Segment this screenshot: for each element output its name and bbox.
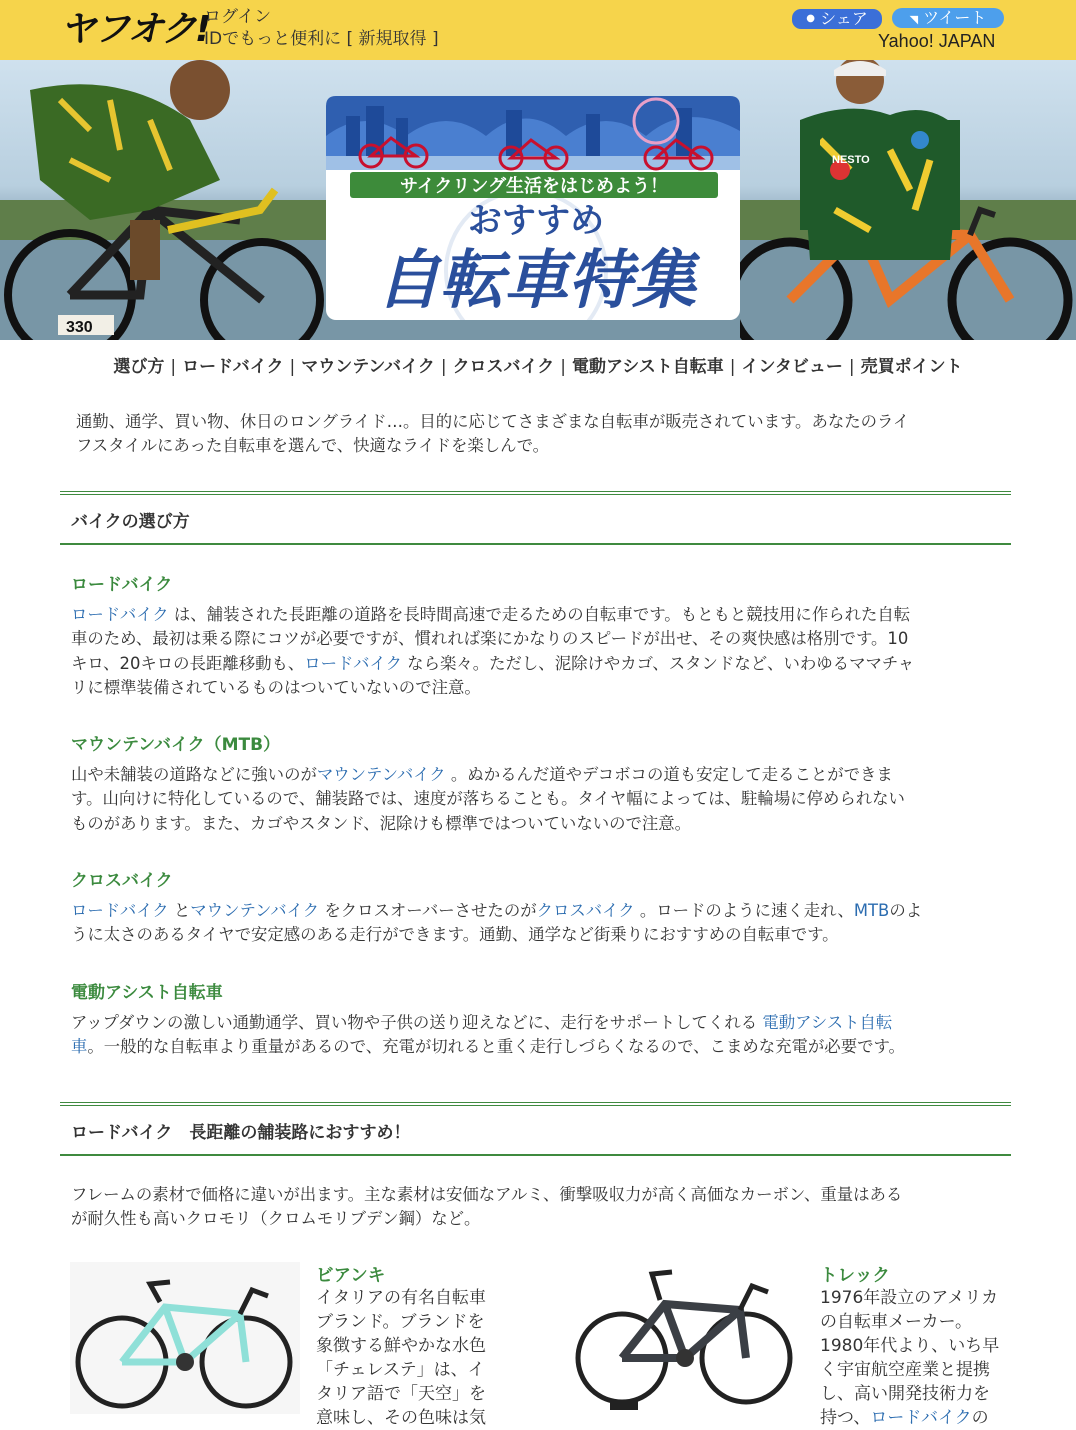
nav-how-to-choose[interactable]: 選び方 [113, 357, 165, 377]
e-assist-link[interactable]: 電動アシスト自転 [762, 1013, 893, 1032]
trek-bike-image[interactable] [570, 1262, 800, 1414]
mountain-bike-link[interactable]: マウンテンバイク [316, 765, 446, 784]
feature-title-badge [326, 96, 740, 320]
road-bike-section-intro: フレームの素材で価格に違いが出ます。主な素材は安価なアルミ、衝撃吸収力が高く高価なカーボン、重量はある が耐久性も高いクロモリ（クロムモリブデン鋼）など。 [71, 1185, 903, 1229]
login-link[interactable]: ログイン [204, 7, 272, 27]
road-bike-link[interactable]: ロードバイク [71, 901, 169, 920]
svg-text:330: 330 [66, 319, 93, 336]
heading-e-assist: 電動アシスト自転車 [71, 983, 223, 1003]
nav-cross-bike[interactable]: クロスバイク [452, 357, 555, 377]
nav-interview[interactable]: インタビュー [741, 357, 843, 377]
road-bike-link[interactable]: ロードバイク [71, 605, 169, 624]
hero-banner [0, 60, 1076, 340]
nav-e-assist[interactable]: 電動アシスト自転車 [571, 357, 724, 377]
hero-tagline: サイクリング生活をはじめよう！ [399, 176, 669, 197]
section-header-road-bike [60, 1102, 1011, 1156]
mountain-bike-link[interactable]: マウンテンバイク [190, 901, 320, 920]
nav-mountain-bike[interactable]: マウンテンバイク [301, 357, 435, 377]
tweet-label: ツイート [923, 8, 987, 27]
road-bike-link[interactable]: ロードバイク [870, 1408, 972, 1428]
nav-trading-points[interactable]: 売買ポイント [860, 357, 963, 377]
id-promo-text: IDでもっと便利に [204, 29, 342, 49]
road-bike-link[interactable]: ロードバイク [304, 653, 402, 673]
register-link[interactable]: [ 新規取得 ] [346, 29, 439, 49]
bianchi-bike-image[interactable] [70, 1262, 300, 1414]
hero-title-large: 自転車特集 [376, 244, 696, 318]
e-assist-description: アップダウンの激しい通勤通学、買い物や子供の送り迎えなどに、走行をサポートしてくれる 電動アシスト自転 車。一般的な自転車より重量があるので、充電が切れると重く走行しづらくなるので、こまめな充電が必要です。 [71, 1013, 905, 1057]
hero-title-small: おすすめ [467, 201, 605, 241]
intro-text [76, 410, 909, 459]
product-name-trek[interactable]: トレック [820, 1266, 890, 1286]
section-title: バイクの選び方 [71, 512, 190, 532]
mtb-link[interactable]: MTB [853, 901, 890, 920]
intro-line: フスタイルにあった自転車を選んで、快適なライドを楽しんで。 [76, 436, 550, 456]
product-name-bianchi[interactable]: ビアンキ [316, 1266, 386, 1286]
yahoo-japan-link[interactable]: Yahoo! JAPAN [878, 31, 996, 51]
heading-road-bike: ロードバイク [71, 575, 173, 595]
login-area [204, 6, 439, 50]
site-header [0, 0, 1076, 60]
facebook-icon: ● [806, 13, 815, 24]
tweet-button[interactable] [892, 8, 1004, 28]
svg-text:NESTO: NESTO [832, 154, 870, 166]
road-bike-description: ロードバイク は、舗装された長距離の道路を長時間高速で走るための自転車です。もともと競技用に作られた自転 車のため、最初は乗る際にコツが必要ですが、慣れれば楽にかなりのスピードが出せ、その爽快感は格別です。10 キロ、20キロの長距離移動も、ロードバイク なら楽々。ただし、泥除けやカゴ、スタンドなど、いわゆるママチャ リに標準装備されているものはついていないので注意。 [71, 605, 915, 697]
product-description-trek: 1976年設立のアメリカ の自転車メーカー。 1980年代より、いち早 く宇宙航空産業と提携 し、高い開発技術力を 持つ、ロードバイクの [820, 1288, 1000, 1428]
section-header-how-to-choose [60, 491, 1011, 545]
mtb-description: 山や未舗装の道路などに強いのがマウンテンバイク 。ぬかるんだ道やデコボコの道も安定して走ることができま す。山向けに特化しているので、舗装路では、速度が落ちることも。タイヤ幅によっては、駐輪場に停められない ものがあります。また、カゴやスタンド、泥除けも標準ではついていないので注意。 [71, 765, 905, 833]
yahuoku-logo[interactable]: ヤフオク! [60, 9, 210, 50]
share-label: シェア [820, 9, 868, 28]
cross-bike-link[interactable]: クロスバイク [536, 901, 635, 920]
section-title: ロードバイク 長距離の舗装路におすすめ！ [71, 1123, 411, 1143]
product-description-bianchi: イタリアの有名自転車 ブランド。ブランドを 象徴する鮮やかな水色 「チェレステ」は、イ タリア語で「天空」を 意味し、その色味は気 [316, 1288, 486, 1428]
heading-mountain-bike: マウンテンバイク（MTB） [71, 735, 281, 755]
section-nav: 選び方 | ロードバイク | マウンテンバイク | クロスバイク | 電動アシスト自転車 | インタビュー | 売買ポイント [113, 357, 963, 377]
facebook-share-button[interactable] [792, 9, 882, 29]
e-assist-link[interactable]: 車 [71, 1037, 88, 1057]
cyclist-interview-photo [740, 60, 1076, 340]
triathlete-photo [0, 60, 330, 340]
intro-line: 通勤、通学、買い物、休日のロングライド…。目的に応じてさまざまな自転車が販売されています。あなたのライ [76, 412, 910, 431]
heading-cross-bike: クロスバイク [71, 871, 173, 891]
nav-road-bike[interactable]: ロードバイク [182, 357, 284, 377]
twitter-bird-icon: ◥ [909, 13, 919, 26]
cross-bike-description: ロードバイク とマウンテンバイク をクロスオーバーさせたのがクロスバイク 。ロードのように速く走れ、MTBのよ うに太さのあるタイヤで安定感のある走行ができます。通勤、通学など街乗りにおすすめの自転車です。 [71, 901, 923, 945]
